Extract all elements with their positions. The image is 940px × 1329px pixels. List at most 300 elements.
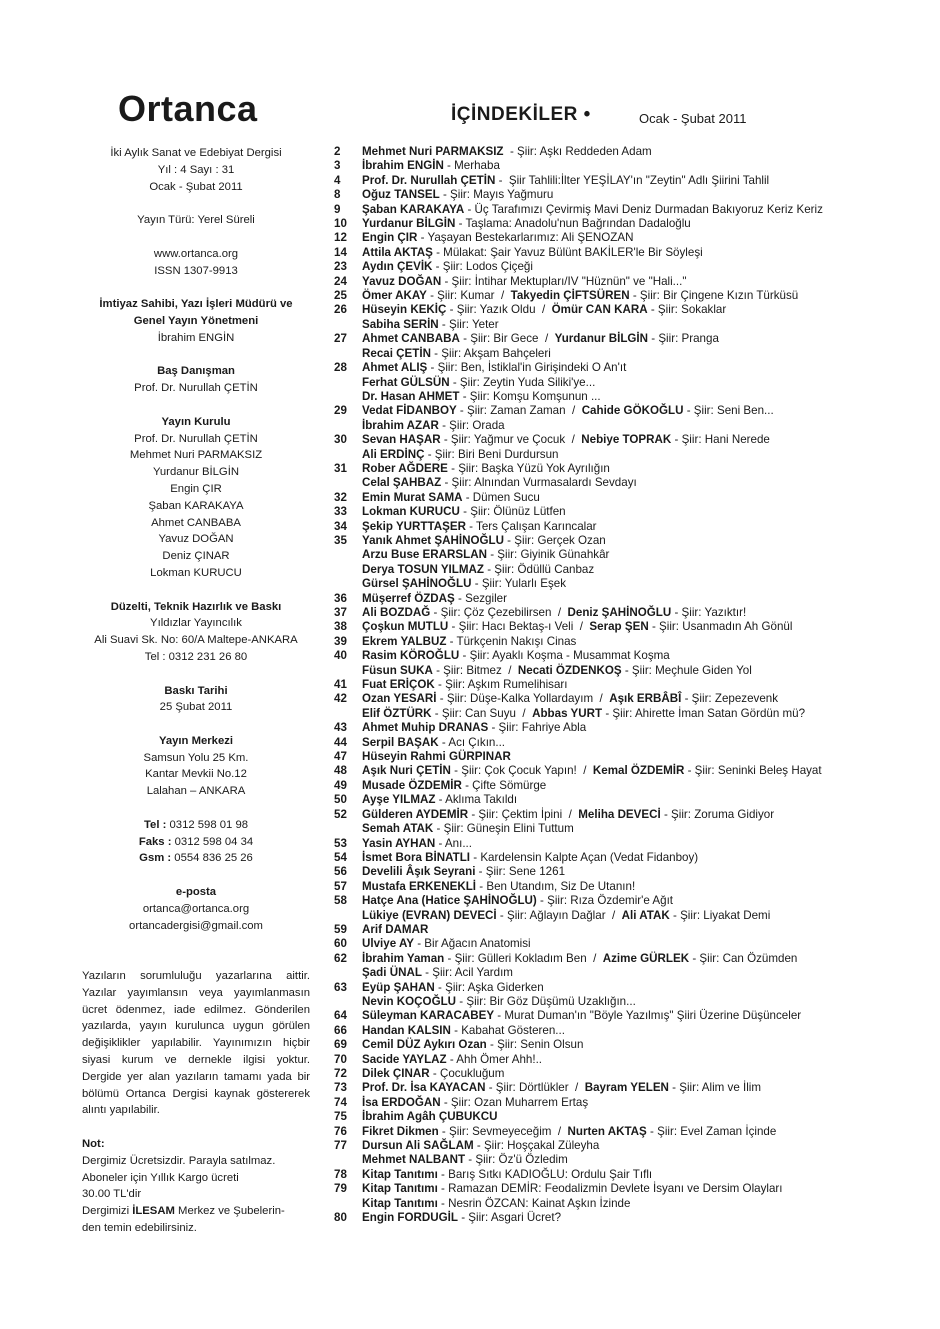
page-number: 30 bbox=[334, 433, 347, 447]
owner-name: İbrahim ENGİN bbox=[157, 331, 235, 344]
work-title: - Şiir: Ahirette İman Satan Gördün mü? bbox=[602, 706, 806, 720]
toc-entry[interactable] bbox=[334, 620, 854, 634]
entry-text bbox=[362, 779, 854, 793]
toc-entry[interactable] bbox=[334, 534, 854, 548]
toc-entry[interactable] bbox=[334, 433, 854, 447]
work-title: - Şiir: Senin Olsun bbox=[486, 1038, 584, 1052]
work-title: - Şiir: Aşkı Reddeden Adam bbox=[503, 145, 652, 158]
entry-text bbox=[362, 1168, 854, 1182]
entry-text bbox=[362, 433, 854, 447]
toc-entry[interactable] bbox=[334, 606, 854, 620]
work-title: - Şiir: Kumar / bbox=[426, 289, 511, 303]
entry-text bbox=[362, 1211, 854, 1225]
page-number: 34 bbox=[334, 519, 347, 533]
work-title: - Şiir: Zeytin Yuda Siliki'ye... bbox=[449, 375, 596, 389]
disclaimer-text: Yazıların sorumluluğu yazarlarına aittir. Yazılar yayımlansın veya yayımlanmasın ücret ödenmez, iade edilmez. Gönderilen yazılarda, yayın kurulunca uygun görülen değişiklikler yapılabilir. Yayınımızın hiçbir siyasi kurum ve dernekle ilgisi yoktur. Dergide yer alan yazıların tamamı yada bir bölümü Ortanca Dergisi kaynak göstererek alıntı yapılabilir. bbox=[82, 970, 310, 1117]
author-name: Emin Murat SAMA bbox=[362, 490, 463, 504]
author-name: Serpil BAŞAK bbox=[362, 735, 439, 749]
work-title: - Şiir: Sevmeyeceğim / bbox=[438, 1124, 568, 1138]
work-title: - Şiir: Mayıs Yağmuru bbox=[439, 188, 554, 202]
entry-text bbox=[362, 1053, 854, 1067]
page-number bbox=[334, 707, 362, 721]
work-title: - Nesrin ÖZCAN: Kainat Aşkın İzinde bbox=[437, 1196, 631, 1210]
entry-text bbox=[362, 476, 854, 490]
author-name: Yurdanur BİLGİN bbox=[554, 332, 649, 346]
toc-entry[interactable] bbox=[334, 923, 854, 937]
author-name: Vedat FİDANBOY bbox=[362, 404, 457, 418]
work-title: - Şiir: Çöz Çezebilirsen / bbox=[430, 606, 568, 619]
toc-entry[interactable] bbox=[334, 491, 854, 505]
page-number: 29 bbox=[334, 404, 347, 418]
toc-entry[interactable] bbox=[334, 865, 854, 879]
email-link[interactable]: ortanca@ortanca.org bbox=[142, 902, 250, 915]
toc-entry[interactable] bbox=[334, 347, 854, 361]
toc-entry[interactable] bbox=[334, 303, 854, 317]
entry-text bbox=[362, 1197, 854, 1211]
work-title: - Şiir: Akşam Bahçeleri bbox=[430, 346, 551, 360]
page-number: 31 bbox=[334, 461, 347, 475]
page-number: 33 bbox=[334, 505, 347, 519]
entry-text bbox=[362, 981, 854, 995]
author-name: Lükiye (EVRAN) DEVECİ bbox=[362, 908, 497, 922]
page-number: 53 bbox=[334, 836, 347, 850]
entry-text bbox=[362, 1024, 854, 1038]
author-name: Hüseyin Rahmi GÜRPINAR bbox=[362, 750, 511, 764]
page-number: 70 bbox=[334, 1052, 347, 1066]
page-number bbox=[334, 318, 362, 332]
work-title: - Şiir: Seninki Beleş Hayat bbox=[684, 764, 822, 778]
imprint-column bbox=[82, 145, 310, 1237]
toc-entry[interactable] bbox=[334, 880, 854, 894]
page-number: 10 bbox=[334, 217, 347, 231]
toc-entry[interactable] bbox=[334, 1182, 854, 1196]
page-number: 59 bbox=[334, 922, 347, 936]
toc-entry[interactable] bbox=[334, 1038, 854, 1052]
toc-entry[interactable] bbox=[334, 577, 854, 591]
toc-entry[interactable] bbox=[334, 174, 854, 188]
toc-entry[interactable] bbox=[334, 1053, 854, 1067]
page-number: 54 bbox=[334, 850, 347, 864]
entry-text bbox=[362, 793, 854, 807]
toc-entry[interactable] bbox=[334, 981, 854, 995]
toc-entry[interactable] bbox=[334, 750, 854, 764]
work-title: - Şiir: Yeter bbox=[438, 317, 499, 331]
author-name: Deniz ŞAHİNOĞLU bbox=[567, 606, 672, 619]
board-member: Ahmet CANBABA bbox=[151, 516, 241, 529]
board-member: Yurdanur BİLGİN bbox=[152, 466, 240, 479]
work-title: - Şiir: Başka Yüzü Yok Ayrılığın bbox=[447, 461, 610, 475]
toc-entry[interactable] bbox=[334, 376, 854, 390]
board-member: Deniz ÇINAR bbox=[162, 550, 230, 563]
toc-entry[interactable] bbox=[334, 217, 854, 231]
printer-phone: Tel : 0312 231 26 80 bbox=[144, 650, 248, 663]
entry-text bbox=[362, 764, 854, 778]
page-number: 41 bbox=[334, 678, 347, 692]
board-member: Yavuz DOĞAN bbox=[158, 533, 234, 546]
work-title: - Dümen Sucu bbox=[462, 490, 540, 504]
entry-text bbox=[362, 966, 854, 980]
entry-text bbox=[362, 1067, 854, 1081]
entry-text bbox=[362, 1182, 854, 1196]
entry-text bbox=[362, 404, 854, 418]
page-number: 38 bbox=[334, 620, 347, 634]
email-title: e-posta bbox=[175, 886, 217, 899]
toc-entry[interactable] bbox=[334, 736, 854, 750]
toc-entry[interactable] bbox=[334, 145, 854, 159]
author-name: İbrahim ENGİN bbox=[362, 159, 444, 173]
page-number: 44 bbox=[334, 735, 347, 749]
work-title: - Şiir: Fahriye Abla bbox=[488, 721, 587, 735]
toc-entry[interactable] bbox=[334, 779, 854, 793]
toc-entry[interactable] bbox=[334, 894, 854, 908]
toc-entry[interactable] bbox=[334, 231, 854, 245]
author-name: Şaban KARAKAYA bbox=[362, 202, 465, 216]
work-title: - Şiir: Pranga bbox=[648, 332, 719, 346]
entry-text bbox=[362, 448, 854, 462]
toc-entry[interactable] bbox=[334, 419, 854, 433]
page-number: 80 bbox=[334, 1211, 347, 1225]
entry-text bbox=[362, 1009, 854, 1023]
entry-text bbox=[362, 1139, 854, 1153]
entry-text bbox=[362, 750, 854, 764]
advisor-title: Baş Danışman bbox=[157, 365, 235, 378]
entry-text bbox=[362, 822, 854, 836]
page-number bbox=[334, 822, 362, 836]
page-number: 36 bbox=[334, 591, 347, 605]
entry-text bbox=[362, 145, 854, 159]
work-title: - Şiir: Dörtlükler / bbox=[485, 1081, 585, 1095]
toc-entry[interactable] bbox=[334, 520, 854, 534]
work-title: - Şiir: Ayaklı Koşma - Musammat Koşma bbox=[459, 649, 670, 663]
toc-entry[interactable] bbox=[334, 635, 854, 649]
page-number: 52 bbox=[334, 807, 347, 821]
page-number: 78 bbox=[334, 1167, 347, 1181]
work-title: - Mülakat: Şair Yavuz Bülünt BAKİLER'le Bir Söyleşi bbox=[432, 245, 703, 259]
author-name: Prof. Dr. Nurullah ÇETİN bbox=[362, 173, 496, 187]
toc-entry[interactable] bbox=[334, 563, 854, 577]
entry-text bbox=[362, 620, 854, 634]
toc-entry[interactable] bbox=[334, 289, 854, 303]
toc-entry[interactable] bbox=[334, 909, 854, 923]
page-number: 73 bbox=[334, 1081, 347, 1095]
note-text: Dergimizi bbox=[82, 1205, 133, 1218]
toc-entry[interactable] bbox=[334, 692, 854, 706]
work-title: - Şiir: Sene 1261 bbox=[475, 865, 566, 879]
author-name: Kitap Tanıtımı bbox=[362, 1167, 438, 1181]
work-title: - Ters Çalışan Karıncalar bbox=[465, 519, 597, 533]
entry-text bbox=[362, 664, 854, 678]
author-name: Aşık ERBÂBÎ bbox=[609, 692, 682, 706]
author-name: Aydın ÇEVİK bbox=[362, 260, 433, 274]
page-number: 2 bbox=[334, 145, 341, 158]
toc-entry[interactable] bbox=[334, 664, 854, 678]
author-name: Celal ŞAHBAZ bbox=[362, 476, 442, 490]
page-number: 32 bbox=[334, 490, 347, 504]
entry-text bbox=[362, 923, 854, 937]
page-number: 8 bbox=[334, 188, 341, 202]
toc-entry[interactable] bbox=[334, 505, 854, 519]
entry-text bbox=[362, 188, 854, 202]
author-name: Ahmet Muhip DRANAS bbox=[362, 721, 489, 735]
toc-entry[interactable] bbox=[334, 188, 854, 202]
work-title: - Şiir: Hani Nerede bbox=[671, 433, 770, 447]
page-number bbox=[334, 376, 362, 390]
author-name: Ali ERDİNÇ bbox=[362, 447, 425, 461]
page-number: 14 bbox=[334, 245, 347, 259]
toc-entry[interactable] bbox=[334, 260, 854, 274]
toc-entry[interactable] bbox=[334, 937, 854, 951]
entry-text bbox=[362, 159, 854, 173]
author-name: Necati ÖZDENKOŞ bbox=[517, 663, 622, 677]
toc-entry[interactable] bbox=[334, 851, 854, 865]
page-number: 39 bbox=[334, 634, 347, 648]
toc-entry[interactable] bbox=[334, 1081, 854, 1095]
author-name: İbrahim Agâh ÇUBUKCU bbox=[362, 1110, 498, 1124]
page-number bbox=[334, 419, 362, 433]
fax-number: 0312 598 04 34 bbox=[171, 835, 254, 848]
work-title: - Şiir: Yazıktır! bbox=[671, 606, 747, 619]
toc-entry[interactable] bbox=[334, 548, 854, 562]
work-title: - Şiir Tahlili:İlter YEŞİLAY'ın "Zeytin" Adlı Şiirini Tahlil bbox=[495, 173, 770, 187]
page-number bbox=[334, 577, 362, 591]
toc-entry[interactable] bbox=[334, 764, 854, 778]
author-name: Füsun SUKA bbox=[362, 663, 433, 677]
page-number bbox=[334, 448, 362, 462]
toc-entry[interactable] bbox=[334, 1211, 854, 1225]
toc-entry[interactable] bbox=[334, 808, 854, 822]
entry-text bbox=[362, 678, 854, 692]
toc-entry[interactable] bbox=[334, 1067, 854, 1081]
toc-entry[interactable] bbox=[334, 246, 854, 260]
page-number bbox=[334, 1153, 362, 1167]
work-title: - Şiir: Zepezevenk bbox=[681, 692, 779, 706]
work-title: - Şiir: Güneşin Elini Tuttum bbox=[433, 822, 574, 836]
toc-entry[interactable] bbox=[334, 678, 854, 692]
author-name: Takyedin ÇİFTSÜREN bbox=[510, 289, 630, 303]
entry-text bbox=[362, 318, 854, 332]
print-date: 25 Şubat 2011 bbox=[159, 701, 233, 714]
page-number bbox=[334, 909, 362, 923]
board-member: Lokman KURUCU bbox=[150, 566, 242, 579]
author-name: Kemal ÖZDEMİR bbox=[592, 764, 685, 778]
author-name: Sacide YAYLAZ bbox=[362, 1052, 447, 1066]
toc-entry[interactable] bbox=[334, 476, 854, 490]
note-line bbox=[82, 1203, 310, 1220]
issn: ISSN 1307-9913 bbox=[154, 264, 238, 277]
entry-text bbox=[362, 462, 854, 476]
advisor-name: Prof. Dr. Nurullah ÇETİN bbox=[134, 382, 258, 395]
entry-text bbox=[362, 692, 854, 706]
author-name: Şekip YURTTAŞER bbox=[362, 519, 466, 533]
work-title: - Şiir: İntihar Mektupları/IV "Hüznün" ve "Hali..." bbox=[441, 274, 687, 288]
work-title: - Yaşayan Bestekarlarımız: Ali ŞENOZAN bbox=[417, 231, 634, 245]
author-name: Recai ÇETİN bbox=[362, 346, 431, 360]
entry-text bbox=[362, 203, 854, 217]
toc-entry[interactable] bbox=[334, 952, 854, 966]
toc-entry[interactable] bbox=[334, 1096, 854, 1110]
author-name: Kitap Tanıtımı bbox=[362, 1196, 438, 1210]
toc-entry[interactable] bbox=[334, 404, 854, 418]
toc-entry[interactable] bbox=[334, 1168, 854, 1182]
author-name: Develili Âşık Seyrani bbox=[362, 865, 476, 879]
page-number: 37 bbox=[334, 606, 347, 619]
page-number: 48 bbox=[334, 764, 347, 778]
toc-entry[interactable] bbox=[334, 159, 854, 173]
entry-text bbox=[362, 520, 854, 534]
printer-name: Yıldızlar Yayıncılık bbox=[150, 617, 242, 630]
work-title: - Şiir: Hacı Bektaş-ı Veli / bbox=[448, 620, 590, 634]
toc-entry[interactable] bbox=[334, 793, 854, 807]
work-title: - Şiir: Düşe-Kalka Yollardayım / bbox=[436, 692, 610, 706]
gsm-number: 0554 836 25 26 bbox=[171, 852, 253, 865]
work-title: - Şiir: Can Özümden bbox=[689, 951, 798, 965]
owner-title: İmtiyaz Sahibi, Yazı İşleri Müdürü ve bbox=[99, 298, 293, 311]
author-name: Nebiye TOPRAK bbox=[581, 433, 672, 447]
work-title: - Murat Duman'ın "Böyle Yazılmış" Şiiri Üzerine Düşünceler bbox=[494, 1009, 802, 1023]
fax-line bbox=[82, 834, 310, 851]
author-name: Engin ÇIR bbox=[362, 231, 418, 245]
page-number: 9 bbox=[334, 202, 341, 216]
page-number: 58 bbox=[334, 894, 347, 908]
toc-entry[interactable] bbox=[334, 707, 854, 721]
work-title: - Şiir: Yağmur ve Çocuk / bbox=[440, 433, 582, 447]
entry-text bbox=[362, 548, 854, 562]
author-name: Yasin AYHAN bbox=[362, 836, 436, 850]
work-title: - Şiir: Yularlı Eşek bbox=[471, 577, 567, 591]
author-name: Eyüp ŞAHAN bbox=[362, 980, 435, 994]
entry-text bbox=[362, 347, 854, 361]
toc-entry[interactable] bbox=[334, 966, 854, 980]
page-number: 23 bbox=[334, 260, 347, 274]
work-title: - Bir Ağacın Anatomisi bbox=[414, 937, 531, 951]
board-member: Prof. Dr. Nurullah ÇETİN bbox=[134, 432, 258, 445]
entry-text bbox=[362, 563, 854, 577]
author-name: Ulviye AY bbox=[362, 937, 414, 951]
author-name: Ahmet CANBABA bbox=[362, 332, 460, 346]
toc-entry[interactable] bbox=[334, 462, 854, 476]
entry-text bbox=[362, 534, 854, 548]
toc-entry[interactable] bbox=[334, 1153, 854, 1167]
author-name: Rober AĞDERE bbox=[362, 461, 448, 475]
toc-entry[interactable] bbox=[334, 448, 854, 462]
note-org: İLESAM bbox=[132, 1205, 175, 1218]
page-number: 76 bbox=[334, 1124, 347, 1138]
author-name: Semah ATAK bbox=[362, 822, 434, 836]
work-title: - Şiir: Gerçek Ozan bbox=[503, 533, 606, 547]
work-title: - Şiir: Acil Yardım bbox=[421, 966, 513, 980]
toc-entry[interactable] bbox=[334, 995, 854, 1009]
author-name: Ömür CAN KARA bbox=[551, 303, 648, 317]
author-name: Cahide GÖKOĞLU bbox=[581, 404, 684, 418]
page-number: 63 bbox=[334, 980, 347, 994]
author-name: Azime GÜRLEK bbox=[602, 951, 690, 965]
author-name: Gülderen AYDEMİR bbox=[362, 807, 469, 821]
author-name: Cemil DÜZ Aykırı Ozan bbox=[362, 1038, 487, 1052]
page-number: 26 bbox=[334, 303, 347, 317]
toc-entry[interactable] bbox=[334, 361, 854, 375]
toc-entry[interactable] bbox=[334, 837, 854, 851]
entry-text bbox=[362, 1153, 854, 1167]
author-name: Meliha DEVECİ bbox=[578, 807, 661, 821]
toc-entry[interactable] bbox=[334, 1197, 854, 1211]
entry-text bbox=[362, 865, 854, 879]
toc-entry[interactable] bbox=[334, 1125, 854, 1139]
toc-entry[interactable] bbox=[334, 649, 854, 663]
note-line: den temin edebilirsiniz. bbox=[82, 1222, 197, 1234]
author-name: Rasim KÖROĞLU bbox=[362, 649, 460, 663]
author-name: Müşerref ÖZDAŞ bbox=[362, 591, 455, 605]
author-name: İsa ERDOĞAN bbox=[362, 1095, 441, 1109]
toc-entry[interactable] bbox=[334, 592, 854, 606]
entry-text bbox=[362, 260, 854, 274]
entry-text bbox=[362, 721, 854, 735]
toc-entry[interactable] bbox=[334, 390, 854, 404]
author-name: Nevin KOÇOĞLU bbox=[362, 994, 457, 1008]
author-name: Abbas YURT bbox=[532, 706, 603, 720]
center-title: Yayın Merkezi bbox=[158, 734, 234, 747]
magazine-logo: Ortanca bbox=[118, 88, 258, 129]
author-name: Mehmet Nuri PARMAKSIZ bbox=[362, 145, 504, 158]
toc-entry[interactable] bbox=[334, 332, 854, 346]
page-number: 12 bbox=[334, 231, 347, 245]
toc-entry[interactable] bbox=[334, 822, 854, 836]
author-name: Hüseyin KEKİÇ bbox=[362, 303, 447, 317]
work-title: - Şiir: Zoruma Gidiyor bbox=[660, 807, 775, 821]
author-name: Attila AKTAŞ bbox=[362, 245, 433, 259]
work-title: - Şiir: Sokaklar bbox=[647, 303, 727, 317]
work-title: - Şiir: Meçhule Giden Yol bbox=[621, 663, 752, 677]
entry-text bbox=[362, 909, 854, 923]
work-title: - Şiir: Liyakat Demi bbox=[669, 908, 771, 922]
work-title: - Şiir: Yazık Oldu / bbox=[446, 303, 552, 317]
toc-entry[interactable] bbox=[334, 275, 854, 289]
author-name: Dilek ÇINAR bbox=[362, 1067, 430, 1080]
work-title: - Şiir: Biri Beni Durdursun bbox=[424, 447, 559, 461]
work-title: - Taşlama: Anadolu'nun Bağrından Dadaloğlu bbox=[455, 217, 691, 231]
entry-text bbox=[362, 894, 854, 908]
entry-text bbox=[362, 332, 854, 346]
author-name: Nurten AKTAŞ bbox=[567, 1124, 647, 1138]
author-name: Arif DAMAR bbox=[362, 922, 429, 936]
website-link[interactable]: www.ortanca.org bbox=[153, 247, 239, 260]
subtitle: İki Aylık Sanat ve Edebiyat Dergisi bbox=[110, 147, 282, 159]
author-name: Ali ATAK bbox=[621, 908, 670, 922]
page-number: 62 bbox=[334, 951, 347, 965]
author-name: İbrahim Yaman bbox=[362, 951, 445, 965]
author-name: Çoşkun MUTLU bbox=[362, 620, 449, 634]
gsm-label: Gsm : bbox=[139, 852, 172, 865]
toc-entry[interactable] bbox=[334, 721, 854, 735]
toc-entry[interactable] bbox=[334, 1139, 854, 1153]
work-title: - Çifte Sömürge bbox=[461, 778, 547, 792]
toc-entry[interactable] bbox=[334, 203, 854, 217]
work-title: - Şiir: Bitmez / bbox=[432, 663, 518, 677]
note-title: Not: bbox=[82, 1138, 105, 1151]
work-title: - Şiir: Orada bbox=[438, 418, 505, 432]
toc-entry[interactable] bbox=[334, 1110, 854, 1124]
author-name: Yavuz DOĞAN bbox=[362, 274, 442, 288]
work-title: - Kabahat Gösteren... bbox=[450, 1023, 565, 1037]
work-title: - Ahh Ömer Ahh!.. bbox=[446, 1052, 543, 1066]
toc-entry[interactable] bbox=[334, 1024, 854, 1038]
author-name: Ferhat GÜLSÜN bbox=[362, 375, 450, 389]
toc-entry[interactable] bbox=[334, 318, 854, 332]
email-link[interactable]: ortancadergisi@gmail.com bbox=[129, 919, 263, 932]
work-title: - Şiir: Zaman Zaman / bbox=[456, 404, 582, 418]
toc-entry[interactable] bbox=[334, 1009, 854, 1023]
author-name: Şadi ÜNAL bbox=[362, 966, 422, 980]
work-title: - Üç Tarafımızı Çevirmiş Mavi Deniz Durmadan Bakıyoruz Keriz Keriz bbox=[464, 202, 823, 216]
